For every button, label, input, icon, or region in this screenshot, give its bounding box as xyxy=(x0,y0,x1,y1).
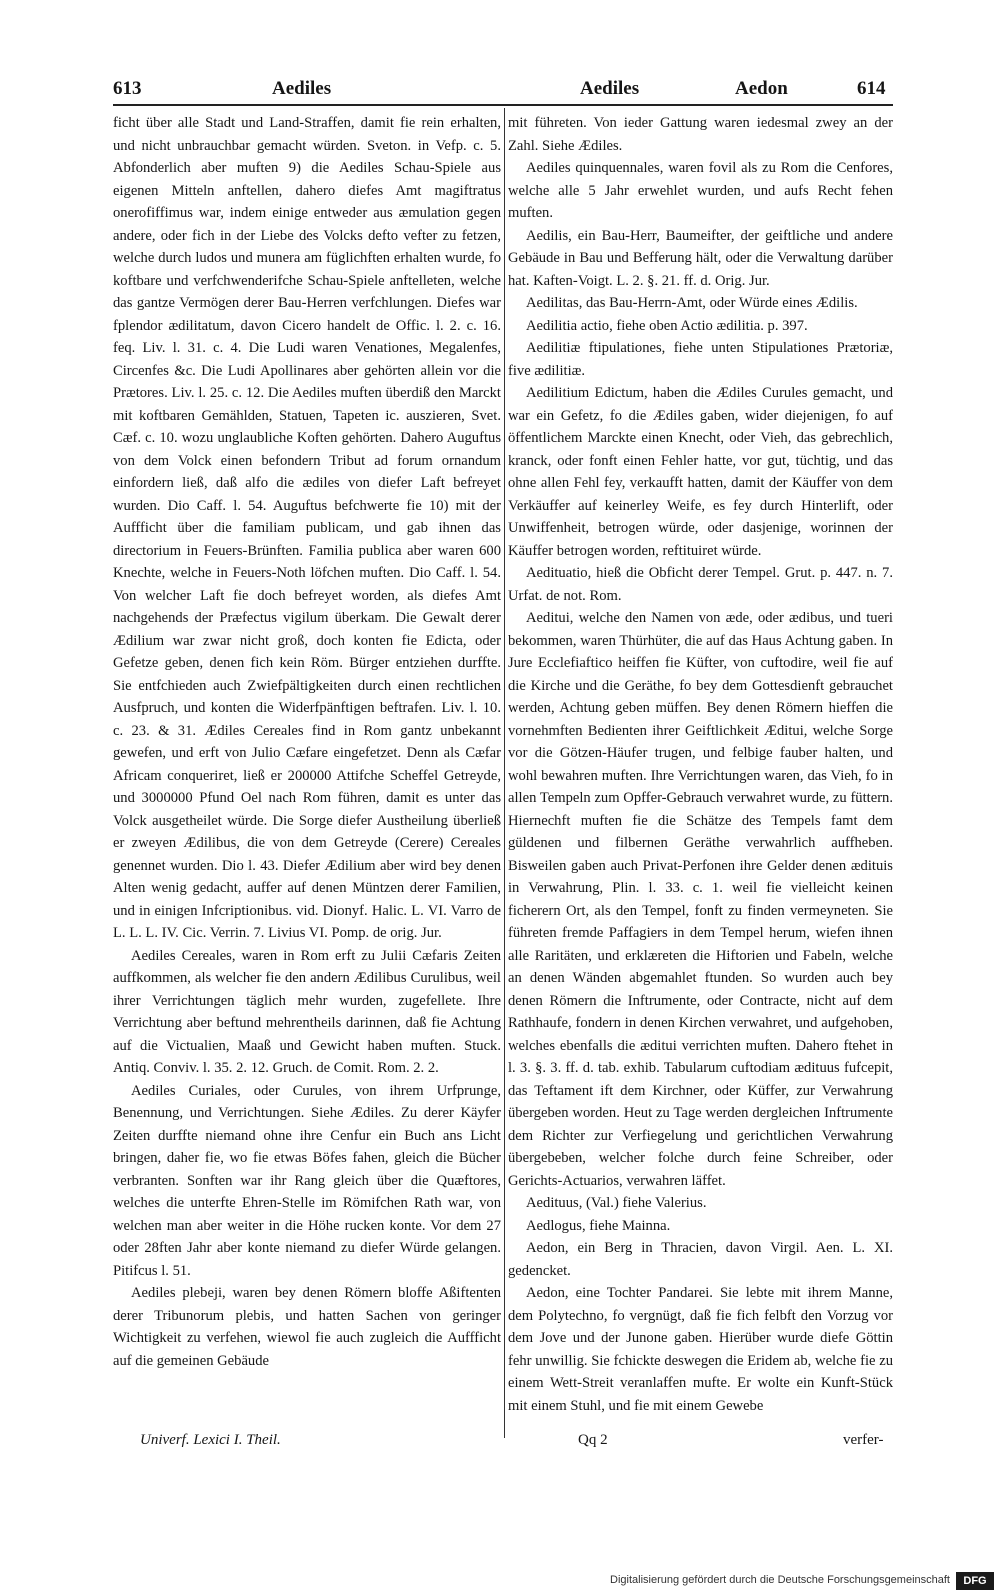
paragraph: ficht über alle Stadt und Land-Straffen, damit fie rein erhalten, und nicht unbrauchbar gemacht würden. Sveton. in Vefp. c. 5. Abfonderlich aber muften 9) die Aediles Schau-Spiele aus eigenen Mitteln anftellen, dahero diefes Amt magiftratus onerofiffimus war, indem einige entweder aus æmulation gegen andere, oder fich in der Liebe des Volcks defto vefter zu fetzen, welche durch ludos und munera am füglichften erhalten wurde, fo koftbare und verfchwenderifche Schau-Spiele anftelleten, welche das gantze Vermögen derer Bau-Herren verfchlungen. Diefes war fplendor ædilitatum, davon Cicero handelt de Offic. l. 2. c. 16. feq. Liv. l. 31. c. 4. Die Ludi waren Venationes, Megalenfes, Circenfes &c. Die Ludi Apollinares aber gehörten allein vor die Prætores. Liv. l. 25. c. 12. Die Aediles muften überdiß den Marckt mit koftbaren Gemählden, Statuen, Tapeten ic. auszieren, Svet. Cæf. c. 10. wozu unglaubliche Koften gehörten. Dahero Auguftus von dem Volck einen befondern Tribut ad forum ornandum einfordern ließ, daß alfo die ædiles von diefer Laft befreyet wurden. Dio Caff. l. 54. Auguftus befchwerte fie 10) mit der Auffficht über die familiam publicam, und gab ihnen das directorium in Feuers-Brünften. Familia publica aber waren 600 Knechte, welche in Feuers-Noth löfchen muften. Dio Caff. l. 54. Von welcher Laft fie doch befreyet worden, als diefes Amt nachgehends der Præfectus vigilum überkam. Die Gewalt derer Ædilium war zwar nicht groß, doch konten fie Edicta, oder Gefetze geben, denen fich kein Röm. Bürger entziehen durffte. Sie entfchieden auch Zwiefpältigkeiten durch einen rechtlichen Ausfpruch, und konten die Widerfpänftigen beftrafen. Liv. l. 10. c. 23. & 31. Ædiles Cereales find in Rom gantz unbekannt gewefen, und erft von Julio Cæfare eingefetzet. Denn als Cæfar Africam conqueriret, ließ er 200000 Attifche Scheffel Getreyde, und 3000000 Pfund Oel nach Rom führen, damit es unter das Volck ausgetheilet würde. Die Sorge diefer Austheilung überließ er zweyen Ædilibus, die von dem Getreyde (Cerere) Cereales genennet wurden. Dio l. 43. Diefer Ædilium aber wird bey denen Alten wenig gedacht, auffer auf denen Müntzen derer Familien, und in einigen Infcriptionibus. vid. Dionyf. Halic. L. VI. Varro de L. L. L. IV. Cic. Verrin. 7. Livius VI. Pomp. de orig. Jur. xyxy=(113,115,501,941)
right-catchword-left: Aediles xyxy=(580,78,640,99)
left-page-number: 613 xyxy=(113,78,142,99)
dfg-logo: DFG xyxy=(956,1572,994,1590)
header-rule xyxy=(113,104,893,106)
paragraph: Aedon, eine Tochter Pandarei. Sie lebte mit ihrem Manne, dem Polytechno, fo vergnügt, daß fie fich felbft den Vorzug vor dem Jove und der Junone gaben. Hierüber wurde diefe Göttin fehr unwillig. Sie fchickte deswegen die Eridem ab, welche fie zu einem Wett-Streit veranlaffen mufte. Er wolte ein Kunft-Stück mit einem Stuhl, und fie mit einem Gewebe xyxy=(508,1285,893,1414)
paragraph: Aedituatio, hieß die Obficht derer Tempel. Grut. p. 447. n. 7. Urfat. de not. Rom. xyxy=(508,565,893,604)
paragraph: mit führeten. Von ieder Gattung waren iedesmal zwey an der Zahl. Siehe Ædiles. xyxy=(508,115,893,154)
footer-signature-mark: Qq 2 xyxy=(578,1432,608,1448)
paragraph: Aedlogus, fiehe Mainna. xyxy=(526,1217,671,1234)
paragraph: Aediles Cereales, waren in Rom erft zu Julii Cæfaris Zeiten auffkommen, als welcher fie den andern Ædilibus Curulibus, weil ihrer Verrichtungen täglich mehr wurden, zugefellete. Ihre Verrichtung aber beftund mehrentheils darinnen, daß fie Achtung auf die Victualien, Maaß und Gewicht haben muften. Stuck. Antiq. Conviv. l. 35. 2. 12. Gruch. de Comit. Rom. 2. 2. xyxy=(113,947,501,1076)
paragraph: Aediles plebeji, waren bey denen Römern bloffe Aßiftenten derer Tribunorum plebis, und hatten Sachen von geringer Wichtigkeit zu verfehen, wiewol fie auch zugleich die Auffficht auf die gemeinen Gebäude xyxy=(113,1285,501,1369)
digitization-note: Digitalisierung gefördert durch die Deutsche Forschungsgemeinschaft xyxy=(610,1574,950,1586)
digitization-bar xyxy=(0,1570,1000,1594)
paragraph: Aedon, ein Berg in Thracien, davon Virgil. Aen. L. XI. gedencket. xyxy=(508,1240,893,1279)
right-catchword-right: Aedon xyxy=(735,78,788,99)
right-column xyxy=(508,112,893,1417)
footer-catchword: verfer- xyxy=(843,1432,884,1448)
left-column xyxy=(113,112,501,1372)
right-page-number: 614 xyxy=(857,78,886,99)
footer-signature: Univerf. Lexici I. Theil. xyxy=(140,1432,281,1448)
paragraph: Aedilis, ein Bau-Herr, Baumeifter, der geiftliche und andere Gebäude in Bau und Befferung hält, oder die Verwaltung darüber hat. Kaften-Voigt. L. 2. §. 21. ff. d. Orig. Jur. xyxy=(508,227,893,289)
paragraph: Aedilitium Edictum, haben die Ædiles Curules gemacht, und war ein Gefetz, fo die Ædiles gaben, wider diejenigen, fo auf öffentlichem Marckte einen Knecht, oder Vieh, das gebrechlich, kranck, oder fonft einen Fehler hatte, vor gut, tüchtig, und das ohne allen Fehl fey, verkaufft hatten, damit der Käuffer von dem Verkäuffer auf keinerley Weife, es fey durch Hinterlift, oder Unwiffenheit, betrogen würde, oder dasjenige, worinnen der Käuffer betrogen worden, reftituiret würde. xyxy=(508,385,893,559)
left-catchword: Aediles xyxy=(272,78,332,99)
paragraph: Aedilitiæ ftipulationes, fiehe unten Stipulationes Prætoriæ, five ædilitiæ. xyxy=(508,340,893,379)
paragraph: Aediles quinquennales, waren fovil als zu Rom die Cenfores, welche alle 5 Jahr erwehlet wurden, und aufs Recht fehen muften. xyxy=(508,160,893,221)
paragraph: Aeditui, welche den Namen von æde, oder ædibus, und tueri bekommen, waren Thürhüter, die auf das Haus Achtung gaben. In Jure Ecclefiaftico heiffen fie Küfter, von cuftodire, weil fie auf die Kirche und die Geräthe, fo bey dem Gottesdienft gebrauchet werden, Achtung geben müffen. Bey denen Römern hieffen die vornehmften Bedienten ihrer Geiftlichkeit Æditui, welche Sorge vor die Götzen-Häufer trugen, und felbige fauber halten, und wohl bewahren muften. Ihre Verrichtungen waren, das Vieh, fo in allen Tempeln zum Opffer-Gebrauch verwahret wurde, zu füttern. Hiernechft muften fie die Schätze des Tempels famt dem güldenen und filbernen Geräthe verwahrlich auffheben. Bisweilen gaben auch Privat-Perfonen ihre Gelder denen ædituis in Verwahrung, Plin. l. 33. c. 1. weil fie vielleicht keinen ficherern Ort, als den Tempel, fonft zu finden vermeyneten. Sie führeten fremde Paffagiers in dem Tempel herum, wiefen ihnen alle Raritäten, und erklæreten die Hiftorien und Fabeln, welche an denen Wänden abgemahlet ftunden. So wurden auch bey denen Römern die Inftrumente, oder Contracte, nicht auf dem Rathhaufe, fondern in denen Kirchen verwahret, und aufgehoben, welches ebenfalls die æditui verrichten muften. Dahero ftehet in l. 3. §. 3. ff. d. tab. exhib. Tabularum cuftodiam ædituus fufcepit, das Teftament ift dem Kirchner, oder Küffer, zur Verwahrung übergeben worden. Heut zu Tage werden dergleichen Inftrumente dem Richter zur Verfiegelung und gerichtlichen Verwahrung übergebeben, welcher folche durch feine Schreiber, oder Gerichts-Actuarios, verwahren läffet. xyxy=(508,610,893,1189)
paragraph: Aedilitia actio, fiehe oben Actio ædilitia. p. 397. xyxy=(526,317,808,334)
paragraph: Aediles Curiales, oder Curules, von ihrem Urfprunge, Benennung, und Verrichtungen. Siehe Ædiles. Zu derer Käyfer Zeiten durffte niemand ohne ihre Cenfur ein Buch ans Licht bringen, daher fie, wo fie etwas Böfes fahen, gleich die Bücher verbranten. Sonften war ihr Rang gleich über die Quæftores, welches die unterfte Ehren-Stelle im Römifchen Rath war, von welchen man aber weiter in die Höhe rucken konte. Vor dem 27 oder 28ften Jahr aber konte niemand zu diefer Würde gelangen. Pitifcus l. 51. xyxy=(113,1082,501,1279)
paragraph: Aedituus, (Val.) fiehe Valerius. xyxy=(526,1195,707,1211)
column-divider xyxy=(504,108,505,1438)
paragraph: Aedilitas, das Bau-Herrn-Amt, oder Würde eines Ædilis. xyxy=(526,295,858,311)
